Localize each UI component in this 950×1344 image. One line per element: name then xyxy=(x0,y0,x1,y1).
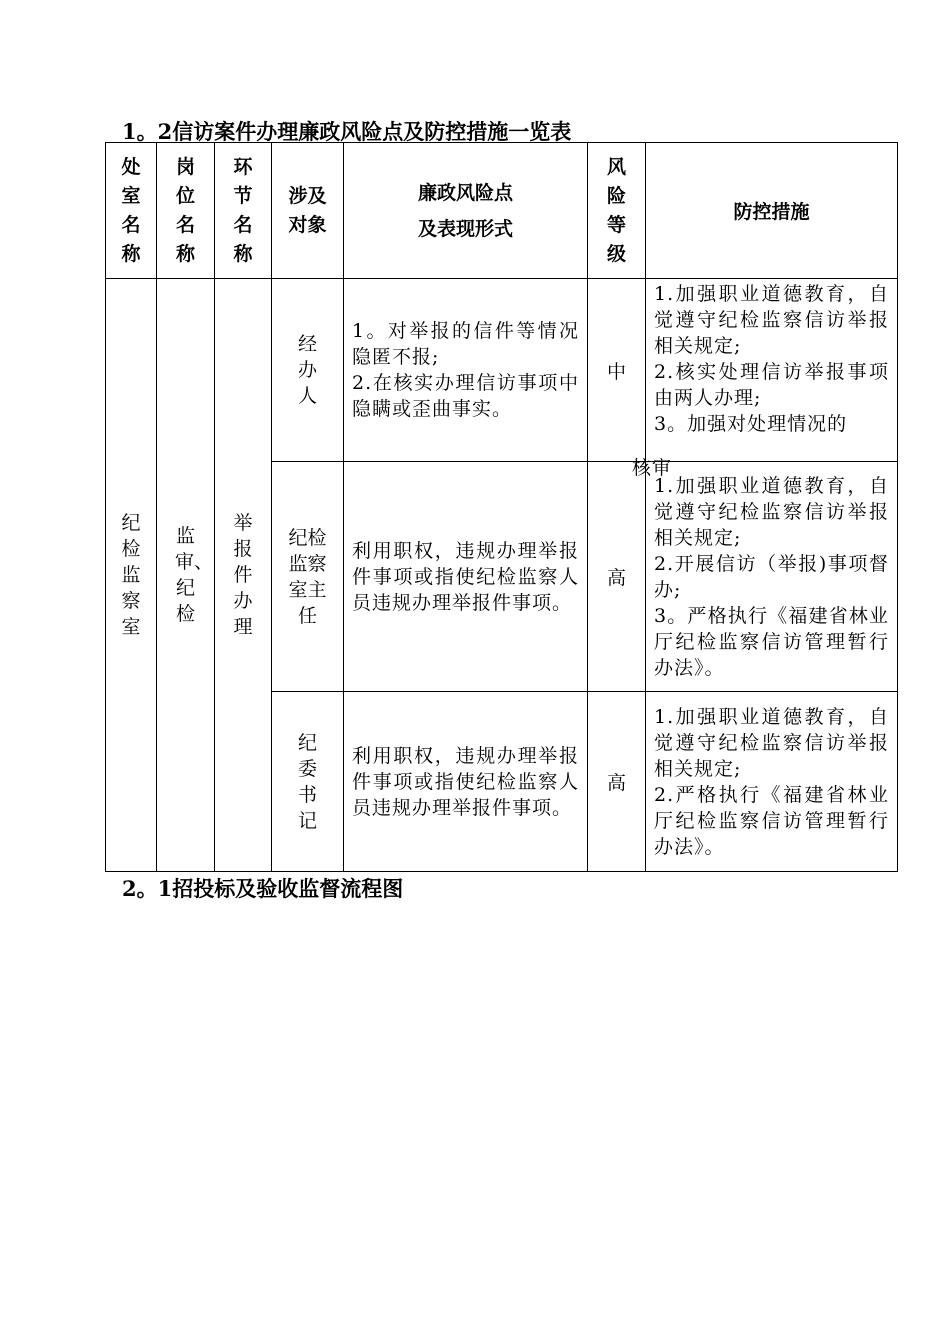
target-cell: 纪委书记 xyxy=(272,692,344,872)
header-dept: 处室名称 xyxy=(106,143,157,279)
level-cell: 高 xyxy=(588,692,646,872)
measures-cell: 1.加强职业道德教育，自觉遵守纪检监察信访举报相关规定; 2.核实处理信访举报事项由两人办理; 3。加强对处理情况的 核审 xyxy=(646,279,898,462)
table-row xyxy=(106,279,898,462)
risk-cell: 利用职权，违规办理举报件事项或指使纪检监察人员违规办理举报件事项。 xyxy=(344,462,588,692)
header-row xyxy=(106,143,898,279)
post-cell: 监审、纪检 xyxy=(157,279,215,872)
header-target: 涉及对象 xyxy=(272,143,344,279)
section-heading: 2。1招投标及验收监督流程图 xyxy=(122,876,404,901)
risk-table xyxy=(105,142,898,872)
measures-overflow-text: 核审 xyxy=(632,457,673,479)
header-level: 风险等级 xyxy=(588,143,646,279)
header-measures: 防控措施 xyxy=(646,143,898,279)
table-title: 1。2信访案件办理廉政风险点及防控措施一览表 xyxy=(122,119,572,144)
risk-cell: 利用职权，违规办理举报件事项或指使纪检监察人员违规办理举报件事项。 xyxy=(344,692,588,872)
stage-cell: 举报件办理 xyxy=(215,279,272,872)
level-cell: 高 xyxy=(588,462,646,692)
header-post: 岗位名称 xyxy=(157,143,215,279)
risk-cell: 1。对举报的信件等情况隐匿不报; 2.在核实办理信访事项中隐瞒或歪曲事实。 xyxy=(344,279,588,462)
header-risk: 廉政风险点 及表现形式 xyxy=(344,143,588,279)
target-cell: 纪检监察室主任 xyxy=(272,462,344,692)
dept-cell: 纪检监察室 xyxy=(106,279,157,872)
measures-cell: 1.加强职业道德教育，自觉遵守纪检监察信访举报相关规定; 2.开展信访（举报)事项督办; 3。严格执行《福建省林业厅纪检监察信访管理暂行办法》。 xyxy=(646,462,898,692)
measures-cell: 1.加强职业道德教育，自觉遵守纪检监察信访举报相关规定; 2.严格执行《福建省林业厅纪检监察信访管理暂行办法》。 xyxy=(646,692,898,872)
level-cell: 中 xyxy=(588,279,646,462)
target-cell: 经办人 xyxy=(272,279,344,462)
header-stage: 环节名称 xyxy=(215,143,272,279)
